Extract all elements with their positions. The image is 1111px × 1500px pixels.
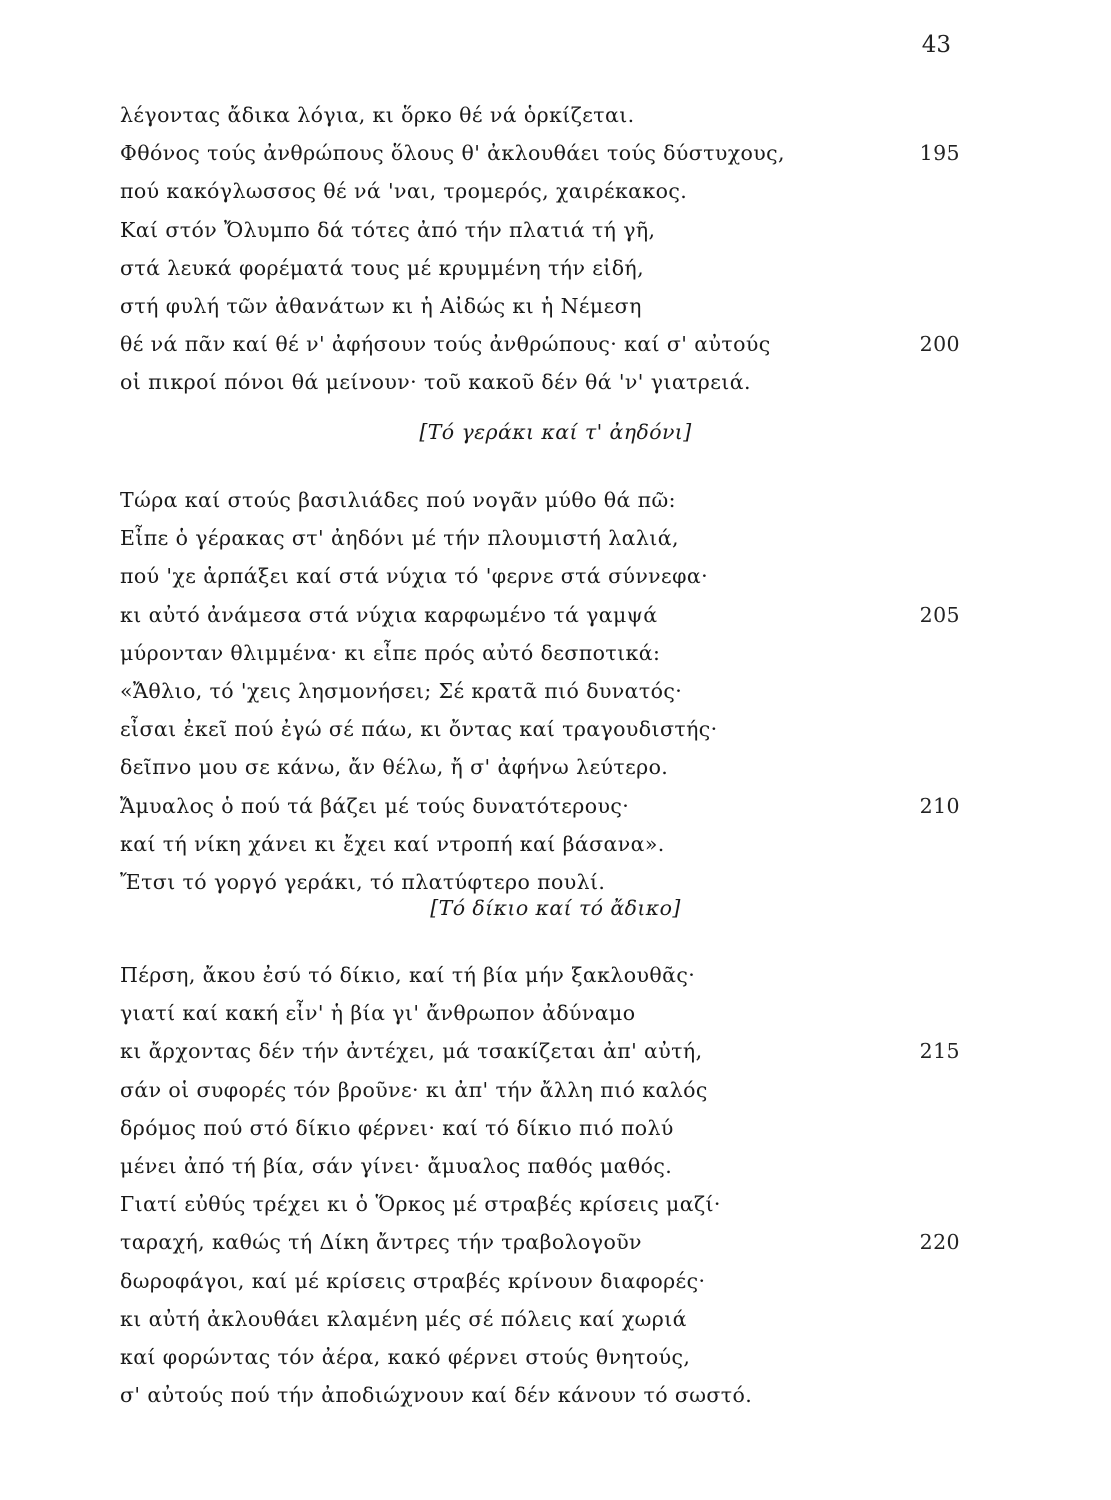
verse-text: κι αὐτή ἀκλουθάει κλαμένη μές σέ πόλεις καί χωριά xyxy=(120,1306,687,1331)
verse-text: καί τή νίκη χάνει κι ἔχει καί ντροπή καί βάσανα». xyxy=(120,831,665,856)
poem-section-1 xyxy=(120,96,960,402)
verse-line xyxy=(120,956,960,994)
verse-line xyxy=(120,1223,960,1261)
verse-text: μένει ἀπό τή βία, σάν γίνει· ἄμυαλος παθός μαθός. xyxy=(120,1153,673,1178)
verse-line xyxy=(120,134,960,172)
verse-text: οἱ πικροί πόνοι θά μείνουν· τοῦ κακοῦ δέν θά 'ν' γιατρειά. xyxy=(120,370,751,395)
verse-text: γιατί καί κακή εἶν' ἡ βία γι' ἄνθρωπον ἀδύναμο xyxy=(120,1001,636,1026)
verse-line xyxy=(120,363,960,401)
verse-text: ταραχή, καθώς τή Δίκη ἄντρες τήν τραβολογοῦν xyxy=(120,1230,642,1255)
verse-line xyxy=(120,1032,960,1070)
verse-line xyxy=(120,557,960,595)
verse-line xyxy=(120,481,960,519)
verse-line xyxy=(120,994,960,1032)
verse-text: σ' αὐτούς πού τήν ἀποδιώχνουν καί δέν κάνουν τό σωστό. xyxy=(120,1383,753,1408)
line-number: 210 xyxy=(919,793,960,818)
verse-text: «Ἄθλιο, τό 'χεις λησμονήσει; Σέ κρατᾶ πιό δυνατός· xyxy=(120,678,683,703)
line-number: 205 xyxy=(919,602,960,627)
verse-line xyxy=(120,825,960,863)
section-heading-justice-injustice: [Τό δίκιο καί τό ἄδικο] xyxy=(430,896,681,920)
verse-line xyxy=(120,325,960,363)
verse-text: πού 'χε ἁρπάξει καί στά νύχια τό 'φερνε στά σύννεφα· xyxy=(120,564,708,589)
verse-line xyxy=(120,1185,960,1223)
verse-line xyxy=(120,748,960,786)
verse-text: στή φυλή τῶν ἀθανάτων κι ἡ Αἰδώς κι ἡ Νέμεση xyxy=(120,293,642,318)
verse-line xyxy=(120,787,960,825)
verse-text: Φθόνος τούς ἀνθρώπους ὅλους θ' ἀκλουθάει τούς δύστυχους, xyxy=(120,141,785,166)
verse-line xyxy=(120,710,960,748)
verse-line xyxy=(120,211,960,249)
line-number: 215 xyxy=(919,1039,960,1064)
verse-text: μύρονταν θλιμμένα· κι εἶπε πρός αὐτό δεσποτικά: xyxy=(120,640,661,665)
verse-text: εἶσαι ἐκεῖ πού ἐγώ σέ πάω, κι ὄντας καί τραγουδιστής· xyxy=(120,717,718,742)
verse-text: δρόμος πού στό δίκιο φέρνει· καί τό δίκιο πιό πολύ xyxy=(120,1115,674,1140)
page-number: 43 xyxy=(921,32,951,58)
verse-text: κι αὐτό ἀνάμεσα στά νύχια καρφωμένο τά γαμψά xyxy=(120,602,658,627)
verse-text: Πέρση, ἄκου ἐσύ τό δίκιο, καί τή βία μήν ξακλουθᾶς· xyxy=(120,963,696,987)
verse-text: λέγοντας ἄδικα λόγια, κι ὅρκο θέ νά ὁρκίζεται. xyxy=(120,103,635,127)
line-number: 220 xyxy=(919,1230,960,1255)
verse-text: κι ἄρχοντας δέν τήν ἀντέχει, μά τσακίζεται ἀπ' αὐτή, xyxy=(120,1039,703,1064)
verse-text: Εἶπε ὁ γέρακας στ' ἀηδόνι μέ τήν πλουμιστή λαλιά, xyxy=(120,526,679,551)
verse-text: στά λευκά φορέματά τους μέ κρυμμένη τήν εἰδή, xyxy=(120,255,645,280)
verse-text: δεῖπνο μου σε κάνω, ἄν θέλω, ἤ σ' ἀφήνω λεύτερο. xyxy=(120,755,669,780)
verse-line xyxy=(120,1376,960,1414)
verse-text: Ἄμυαλος ὁ πού τά βάζει μέ τούς δυνατότερους· xyxy=(120,793,630,818)
verse-text: Ἔτσι τό γοργό γεράκι, τό πλατύφτερο πουλί. xyxy=(120,869,606,894)
verse-line xyxy=(120,1262,960,1300)
verse-text: θέ νά πᾶν καί θέ ν' ἀφήσουν τούς ἀνθρώπους· καί σ' αὐτούς xyxy=(120,332,771,357)
verse-line xyxy=(120,172,960,210)
verse-line xyxy=(120,1109,960,1147)
verse-line xyxy=(120,634,960,672)
verse-line xyxy=(120,1300,960,1338)
verse-text: Τώρα καί στούς βασιλιάδες πού νογᾶν μύθο θά πῶ: xyxy=(120,488,676,512)
section-heading-hawk-nightingale: [Τό γεράκι καί τ' ἀηδόνι] xyxy=(419,420,692,444)
line-number: 195 xyxy=(919,141,960,166)
verse-line xyxy=(120,1338,960,1376)
verse-line xyxy=(120,596,960,634)
verse-text: Γιατί εὐθύς τρέχει κι ὁ Ὅρκος μέ στραβές κρίσεις μαζί· xyxy=(120,1192,721,1217)
verse-line xyxy=(120,672,960,710)
verse-text: Καί στόν Ὄλυμπο δά τότες ἀπό τήν πλατιά τή γῆ, xyxy=(120,217,656,242)
verse-line xyxy=(120,249,960,287)
verse-text: καί φορώντας τόν ἀέρα, κακό φέρνει στούς θνητούς, xyxy=(120,1344,691,1369)
verse-line xyxy=(120,96,960,134)
poem-section-3 xyxy=(120,956,960,1414)
line-number: 200 xyxy=(919,332,960,357)
verse-line xyxy=(120,287,960,325)
poem-section-2 xyxy=(120,481,960,901)
verse-text: δωροφάγοι, καί μέ κρίσεις στραβές κρίνουν διαφορές· xyxy=(120,1268,706,1293)
verse-line xyxy=(120,519,960,557)
verse-text: πού κακόγλωσσος θέ νά 'ναι, τρομερός, χαιρέκακος. xyxy=(120,179,688,204)
verse-line xyxy=(120,1071,960,1109)
verse-text: σάν οἱ συφορές τόν βροῦνε· κι ἀπ' τήν ἄλλη πιό καλός xyxy=(120,1077,708,1102)
verse-line xyxy=(120,1147,960,1185)
